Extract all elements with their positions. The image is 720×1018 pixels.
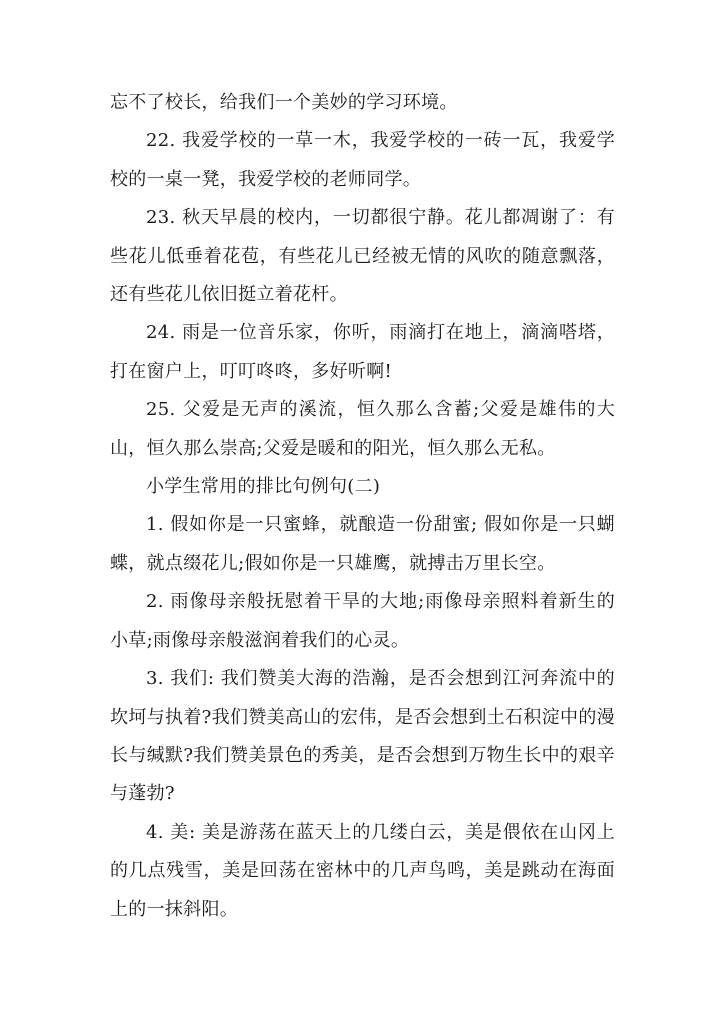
- paragraph-continuation: 忘不了校长，给我们一个美妙的学习环境。: [110, 92, 458, 113]
- paragraph-item-2: 2. 雨像母亲般抚慰着干旱的大地;雨像母亲照料着新生的小草;雨像母亲般滋润着我们的心灵。: [110, 591, 615, 651]
- paragraph-item-3: 3. 我们: 我们赞美大海的浩瀚，是否会想到江河奔流中的坎坷与执着?我们赞美高山的宏伟，是否会想到土石积淀中的漫长与缄默?我们赞美景色的秀美，是否会想到万物生长中的艰辛与蓬勃?: [110, 668, 615, 805]
- section-heading: 小学生常用的排比句例句(二): [146, 476, 381, 498]
- paragraph-item-22: 22. 我爱学校的一草一木，我爱学校的一砖一瓦，我爱学校的一桌一凳，我爱学校的老师同学。: [110, 130, 615, 190]
- paragraph-item-4: 4. 美: 美是游荡在蓝天上的几缕白云，美是偎依在山冈上的几点残雪，美是回荡在密林中的几声鸟鸣，美是跳动在海面上的一抹斜阳。: [110, 821, 615, 920]
- paragraph-item-25: 25. 父爱是无声的溪流，恒久那么含蓄;父爱是雄伟的大山，恒久那么崇高;父爱是暖和的阳光，恒久那么无私。: [110, 399, 615, 459]
- paragraph-item-1: 1. 假如你是一只蜜蜂，就酿造一份甜蜜; 假如你是一只蝴蝶，就点缀花儿;假如你是一只雄鹰，就搏击万里长空。: [110, 514, 615, 574]
- paragraph-item-24: 24. 雨是一位音乐家，你听，雨滴打在地上，滴滴嗒塔，打在窗户上，叮叮咚咚，多好听啊!: [110, 322, 615, 382]
- document-body: [110, 84, 615, 929]
- paragraph-item-23: 23. 秋天早晨的校内，一切都很宁静。花儿都凋谢了：有些花儿低垂着花苞，有些花儿已经被无情的风吹的随意飘落，还有些花儿依旧挺立着花杆。: [110, 207, 615, 306]
